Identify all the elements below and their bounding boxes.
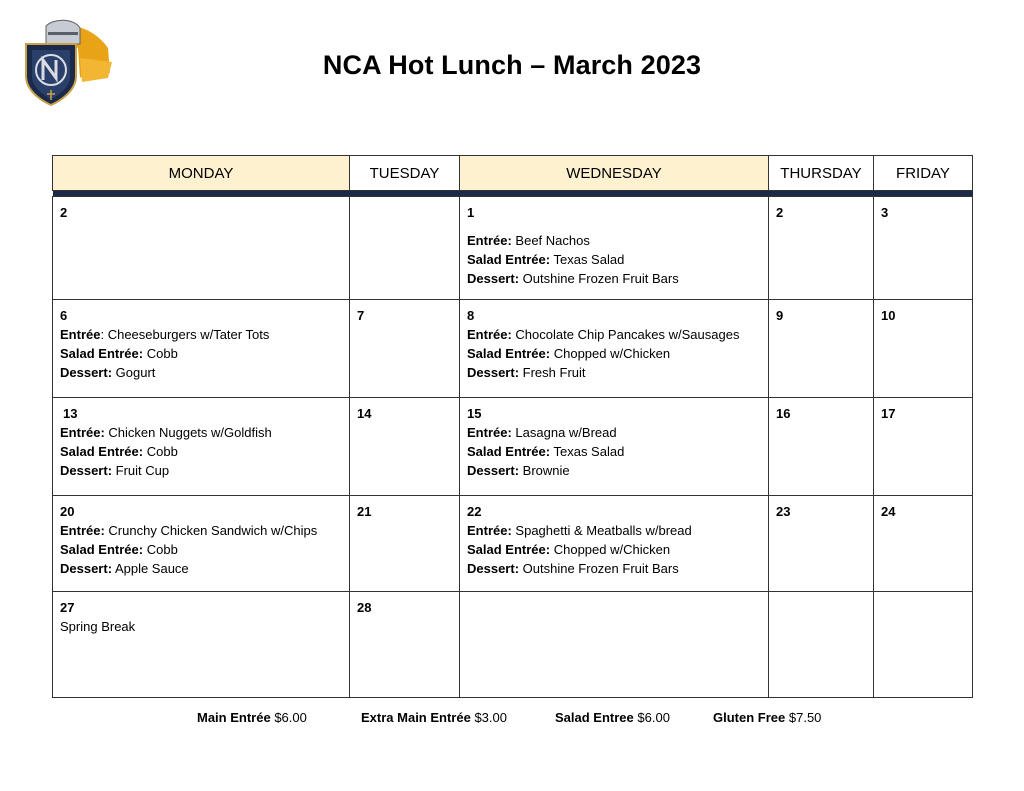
day-cell [53,592,350,698]
week-row [53,592,973,698]
week-row [53,300,973,398]
day-cell [350,592,460,698]
day-note: Spring Break [60,619,136,634]
header-friday: FRIDAY [874,156,973,191]
salad-line: Salad Entrée: Chopped w/Chicken [467,542,671,557]
dessert-line: Dessert: Brownie [467,463,570,478]
header-thursday: THURSDAY [769,156,874,191]
entree-line: Entrée: Chicken Nuggets w/Goldfish [60,425,272,440]
day-cell [874,300,973,398]
price-item: Extra Main Entrée $3.00 [361,710,507,725]
day-number: 7 [357,308,365,323]
day-cell [350,398,460,496]
day-cell [874,398,973,496]
salad-line: Salad Entrée: Texas Salad [467,444,625,459]
salad-line: Salad Entrée: Texas Salad [467,252,625,267]
day-cell [53,496,350,592]
weekday-header-row [53,156,973,191]
entree-line: Entrée: Chocolate Chip Pancakes w/Sausages [467,327,740,342]
salad-line: Salad Entrée: Cobb [60,346,178,361]
week-row [53,496,973,592]
day-number: 14 [357,406,372,421]
salad-line: Salad Entrée: Cobb [60,542,178,557]
header-wednesday: WEDNESDAY [460,156,769,191]
day-number: 21 [357,504,372,519]
header-monday: MONDAY [53,156,350,191]
header-tuesday: TUESDAY [350,156,460,191]
day-number: 28 [357,600,372,615]
dessert-line: Dessert: Gogurt [60,365,156,380]
day-number: 15 [467,406,482,421]
day-cell [460,300,769,398]
day-number: 27 [60,600,75,615]
day-cell [874,496,973,592]
day-number: 8 [467,308,475,323]
lunch-calendar [52,155,973,698]
dessert-line: Dessert: Outshine Frozen Fruit Bars [467,271,679,286]
day-number: 1 [467,205,475,220]
day-number: 2 [60,205,68,220]
day-number: 23 [776,504,791,519]
day-cell [350,496,460,592]
price-item: Salad Entree $6.00 [555,710,670,725]
day-cell [874,592,973,698]
price-item: Main Entrée $6.00 [197,710,307,725]
dessert-line: Dessert: Apple Sauce [60,561,189,576]
day-number: 3 [881,205,889,220]
dessert-line: Dessert: Fresh Fruit [467,365,586,380]
day-number: 16 [776,406,791,421]
entree-line: Entrée: Lasagna w/Bread [467,425,617,440]
day-number: 22 [467,504,482,519]
dessert-line: Dessert: Outshine Frozen Fruit Bars [467,561,679,576]
day-number: 13 [63,406,78,421]
day-cell [769,592,874,698]
dessert-line: Dessert: Fruit Cup [60,463,170,478]
day-number: 20 [60,504,75,519]
day-number: 17 [881,406,896,421]
day-cell [769,398,874,496]
week-row [53,197,973,300]
day-cell [769,197,874,300]
day-cell [460,496,769,592]
day-number: 10 [881,308,896,323]
page-title: NCA Hot Lunch – March 2023 [322,50,702,80]
day-cell [769,300,874,398]
day-cell [53,300,350,398]
salad-line: Salad Entrée: Cobb [60,444,178,459]
day-cell [769,496,874,592]
day-cell [460,197,769,300]
price-item: Gluten Free $7.50 [713,710,822,725]
day-cell [460,398,769,496]
entree-line: Entrée: Cheeseburgers w/Tater Tots [60,327,270,342]
entree-line: Entrée: Spaghetti & Meatballs w/bread [467,523,692,538]
day-number: 24 [881,504,896,519]
entree-line: Entrée: Crunchy Chicken Sandwich w/Chips [60,523,318,538]
day-cell [350,197,460,300]
day-cell [874,197,973,300]
day-cell [53,197,350,300]
day-number: 9 [776,308,784,323]
salad-line: Salad Entrée: Chopped w/Chicken [467,346,671,361]
day-number: 2 [776,205,784,220]
week-row [53,398,973,496]
day-cell [53,398,350,496]
day-cell [350,300,460,398]
day-cell [460,592,769,698]
entree-line: Entrée: Beef Nachos [467,233,590,248]
day-number: 6 [60,308,68,323]
